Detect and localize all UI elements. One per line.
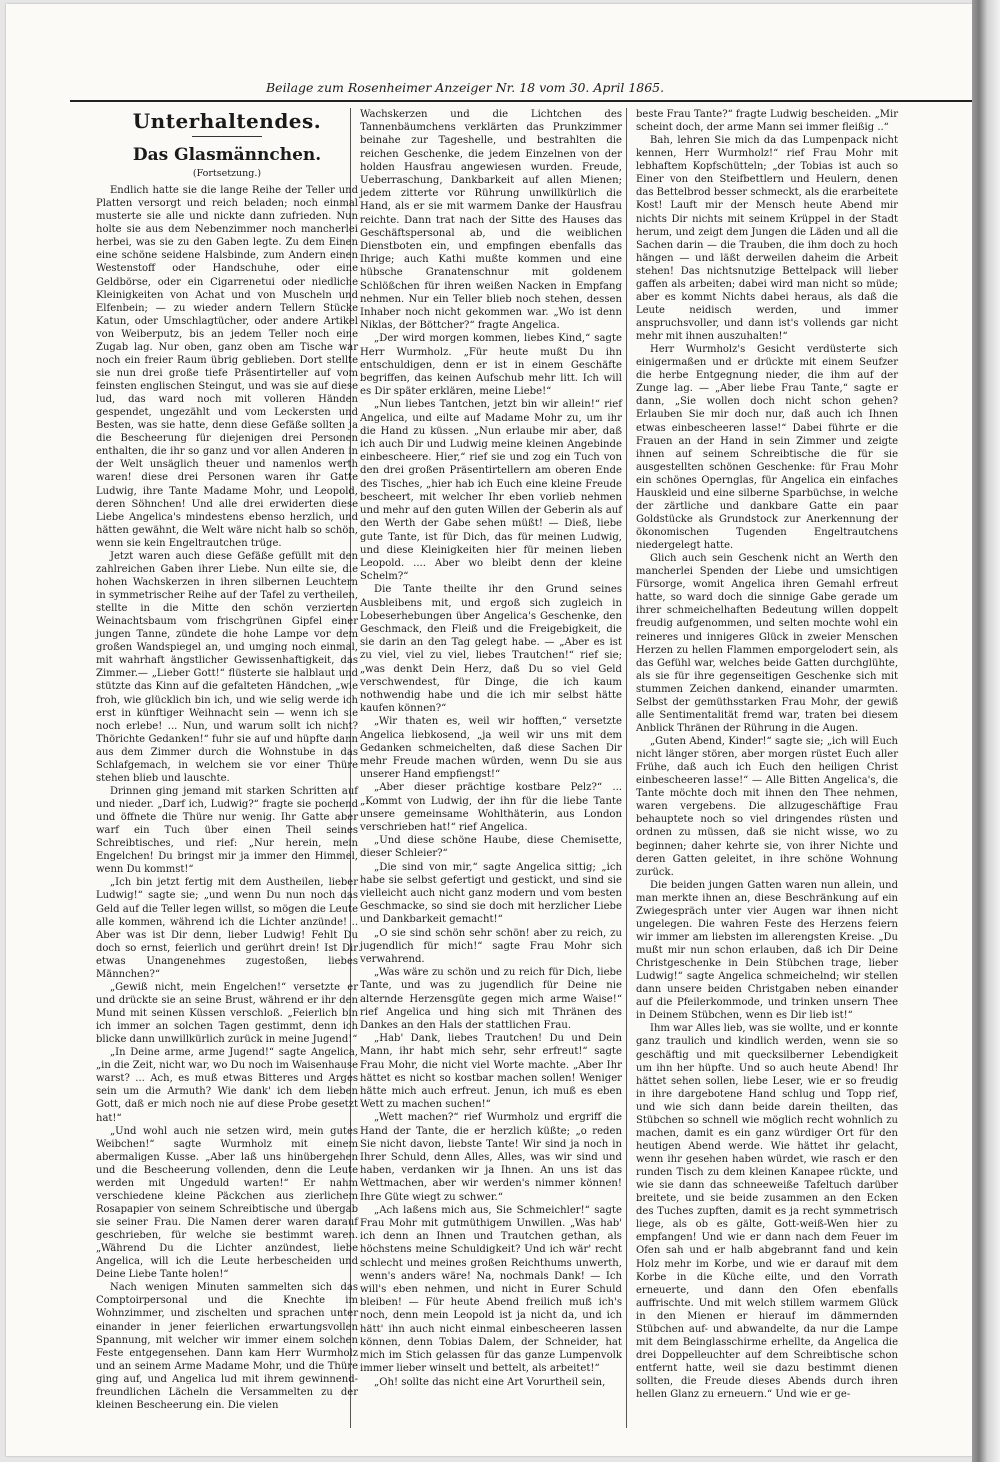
paragraph: Drinnen ging jemand mit starken Schritten auf und nieder. „Darf ich, Ludwig?“ fragte sie pochend und öffnete die Thüre nur wenig. Ihr Gatte aber warf ein Tuch über einen Theil seines Schreibtisches, und rief: „Nur herein, mein Engelchen! Du bringst mir ja immer den Himmel, wenn Du kommst!“ — [96, 785, 358, 876]
story-title: Das Glasmännchen. — [132, 145, 322, 165]
paragraph: „Ach laßens mich aus, Sie Schmeichler!“ sagte Frau Mohr mit gutmüthigem Unwillen. „Was hab' ich denn an Ihnen und Trautchen gethan, als höchstens meine Schuldigkeit? Und ich wär' recht schlecht und meines großen Reichthums unwerth, wenn's anders wäre! Na, nochmals Dank! — Ich will's eben nehmen, und nicht in Eurer Schuld bleiben! — Für heute Abend freilich muß ich's noch, denn mein Leopold ist ja nicht da, und ich hätt' ihn auch nicht einmal einbescheeren lassen können, denn Tobias Dalem, der Schneider, hat mich im Stich gelassen für das ganze Lumpenvolk immer lieber winselt und bettelt, als arbeitet!“ — [360, 1204, 622, 1375]
paragraph: Bah, lehren Sie mich da das Lumpenpack nicht kennen, Herr Wurmholz!“ rief Frau Mohr mit lebhaftem Kopfschütteln; „der Tobias ist auch so Einer von den Steifbettlern und Heulern, denen das Bettelbrod besser schmeckt, als die erarbeitete Kost! Lauft mir der Mensch heute Abend mir nichts Dir nichts mit seinem Krüppel in der Stadt herum, und zeigt dem Jungen die Läden und all die Sachen darin — die Trauben, die ihm doch zu hoch hängen — und läßt derweilen daheim die Arbeit stehen! Das nichtsnutzige Bettelpack will lieber gaffen als arbeiten; dabei wird man nicht so müde; aber es kommt Nichts dabei heraus, als daß die Leute neidisch werden, und immer anspruchsvoller, und dann ist's vollends gar nicht mehr mit ihnen auszuhalten!“ — [636, 135, 898, 343]
newspaper-page — [6, 4, 972, 1456]
paragraph: Nach wenigen Minuten sammelten sich das Comptoirpersonal und die Knechte im Wohnzimmer, und zischelten und sprachen unter einander in jener feierlichen erwartungsvollen Spannung, mit welcher wir immer einem solchen Feste entgegensehen. Dann kam Herr Wurmholz und an seinem Arme Madame Mohr, und die Thüre ging auf, und Angelica lud mit ihrem gewinnend-freundlichen Lächeln die Versammelten zu der kleinen Bescheerung ein. Die vielen — [96, 1282, 358, 1411]
header-rule — [70, 100, 972, 102]
title-rule — [192, 136, 262, 137]
page-binding-edge — [972, 0, 1000, 1462]
paragraph: Wachskerzen und die Lichtchen des Tannenbäumchens verklärten das Prunkzimmer beinahe zur Tageshelle, und bestrahlten die reichen Geschenke, die jedem Einzelnen von der holden Hausfrau angewiesen wurden. Freude, Ueberraschung, Dankbarkeit auf allen Mienen; jedem zitterte vor Rührung unwillkürlich die Hand, als er sie mit warmem Danke der Hausfrau reichte. Dann trat nach der Sitte des Hauses das Geschäftspersonal ab, und die weiblichen Dienstboten ein, und empfingen ebenfalls das Ihrige; auch Kathi mußte kommen und eine hübsche Granatenschnur mit goldenem Schlößchen für ihren weißen Nacken in Empfang nehmen. Nur ein Teller blieb noch stehen, dessen Inhaber noch nicht gekommen war. „Wo ist denn Niklas, der Böttcher?“ fragte Angelica. — [360, 109, 622, 332]
paragraph: „Aber dieser prächtige kostbare Pelz?“ ... „Kommt von Ludwig, der ihn für die liebe Tante unsere gemeinsame Wohlthäterin, aus London verschrieben hat!“ rief Angelica. — [360, 782, 622, 833]
paragraph: „Und wohl auch nie setzen wird, mein gutes Weibchen!“ sagte Wurmholz mit einem abermaligen Kusse. „Aber laß uns hinübergehen und die Bescheerung vollenden, denn die Leute werden mit Ungeduld warten!“ Er nahm verschiedene kleine Päckchen aus zierlichem Rosapapier von seinem Schreibtische und übergab sie seiner Frau. Die Namen derer waren darauf geschrieben, für welche sie bestimmt waren. „Während Du die Lichter anzündest, liebe Angelica, will ich die Leute herbescheiden und Deine Liebe Tante holen!“ — [96, 1125, 358, 1281]
paragraph: beste Frau Tante?“ fragte Ludwig bescheiden. „Mir scheint doch, der arme Mann sei immer fleißig ..“ — [636, 109, 898, 134]
paragraph: „Nun liebes Tantchen, jetzt bin wir allein!“ rief Angelica, und eilte auf Madame Mohr zu, um ihr die Hand zu küssen. „Nun erlaube mir aber, daß ich auch Dir und Ludwig meine kleinen Angebinde einbescheere. Hier,“ rief sie und zog ein Tuch von den drei großen Präsentirtellern am oberen Ende des Tisches, „hier hab ich Euch eine kleine Freude bescheert, mit welcher Ihr eben vorlieb nehmen und mehr auf den guten Willen der Geberin als auf den Werth der Gabe sehen müßt! — Dieß, liebe gute Tante, ist für Dich, das für meinen Ludwig, und diese Kleinigkeiten hier für meinen lieben Leopold. .... Aber wo bleibt denn der kleine Schelm?“ — [360, 399, 622, 583]
paragraph: „Und diese schöne Haube, diese Chemisette, dieser Schleier?“ — [360, 835, 622, 860]
paragraph: „Ich bin jetzt fertig mit dem Austheilen, lieber Ludwig!“ sagte sie; „und wenn Du nun noch das Geld auf die Teller legen willst, so mögen die Leute alle kommen, während ich die Lichter anzünde! .. Aber was ist Dir denn, lieber Ludwig! Fehlt Du doch so ernst, feierlich und gerührt drein! Ist Dir etwas Unangenehmes zugestoßen, liebes Männchen?“ — [96, 877, 358, 980]
paragraph: Die beiden jungen Gatten waren nun allein, und man merkte ihnen an, diese Beschränkung auf ein Zwiegespräch unter vier Augen war ihnen nicht ungelegen. Die wahren Feste des Herzens feiern wir immer am liebsten im allerengsten Kreise. „Du mußt mir nun schon erlauben, daß ich Dir Deine Christgeschenke in Dein Stübchen trage, lieber Ludwig!“ sagte Angelica schmeichelnd; wir stellen dann unsere beiden Christgaben neben einander auf die Pfeilerkommode, und trinken unsern Thee in Deinem Stübchen, wenn es Dir lieb ist!“ — [636, 879, 898, 1022]
section-title: Unterhaltendes. — [132, 109, 322, 133]
paragraph: Endlich hatte sie die lange Reihe der Teller und Platten versorgt und reich beladen; noch einmal musterte sie alle und nickte dann zufrieden. Nun holte sie aus dem Nebenzimmer noch mancherlei herbei, was sie zu den Gaben legte. Zu dem Einen eine schöne seidene Halsbinde, zum Andern einen Westenstoff oder Handschuhe, oder eine Geldbörse, oder ein Cigarrenetui oder niedliche Kleinigkeiten von Achat und von Muscheln und Elfenbein; — zu wieder andern Tellern Stücke Katun, oder Umschlagtücher, oder andere Artikel von Weiberputz, bis an jedem Teller noch eine Zugab lag. Nur oben, ganz oben am Tische war noch ein freier Raum übrig geblieben. Dort stellte sie nun drei große tiefe Präsentirteller auf vom feinsten englischen Steingut, und was sie auf diese lud, das ward noch mit volleren Händen gespendet, ungezählt und vom Leckersten und Besten, was sie hatte, denn diese Gefäße sollten ja die Bescheerung für diejenigen drei Personen enthalten, die ihr so ganz und vor allen Anderen in der Welt unsäglich theuer und namenlos werth waren! diese drei Personen waren ihr Gatte Ludwig, ihre Tante Madame Mohr, und Leopold, deren Söhnchen! Und alle drei erwiderten diese Liebe Angelica's mindestens ebenso herzlich, und hätten gewähnt, die Welt wäre nicht halb so schön, wenn sie kein Engeltrautchen trüge. — [96, 185, 358, 549]
paragraph: „Hab' Dank, liebes Trautchen! Du und Dein Mann, ihr habt mich sehr, sehr erfreut!“ sagte Frau Mohr, die nicht viel Worte machte. „Aber Ihr hättet es nicht so kostbar machen sollen! Weniger hätte mich auch erfreut. Jenun, ich muß es eben Wett zu machen suchen!“ — [360, 1033, 622, 1111]
paragraph: „Guten Abend, Kinder!“ sagte sie; „ich will Euch nicht länger stören, aber morgen rüstet Euch aller Frühe, daß auch ich Euch den heiligen Christ einbescheeren lasse!“ — Alle Bitten Angelica's, die Tante möchte doch mit ihnen den Thee nehmen, waren vergebens. Die allzugeschäftige Frau behauptete noch so viel dringendes rüsten und ordnen zu müssen, daß sie nicht wisse, wo zu beginnen; daher kehrte sie, von ihrer Nichte und deren Gatten geleitet, in ihre schöne Wohnung zurück. — [636, 736, 898, 878]
paragraph: Glich auch sein Geschenk nicht an Werth den mancherlei Spenden der Liebe und umsichtigen Fürsorge, womit Angelica ihren Gemahl erfreut hatte, so ward doch die sinnige Gabe gerade um ihrer schmeichelhaften Bedeutung willen doppelt freudig aufgenommen, und selten mochte wohl ein reineres und innigeres Glück in zweier Menschen Herzen zu hellen Flammen emporgelodert sein, als das Gefühl war, welches beide Gatten durchglühte, als sie für ihre gegenseitigen Geschenke sich mit stummen Zeichen dankend, einander umarmten. Selbst der gemüthsstarken Frau Mohr, der gewiß alle Sentimentalität fremd war, traten bei diesem Anblick Thränen der Rührung in die Augen. — [636, 553, 898, 734]
paragraph: „Die sind von mir,“ sagte Angelica sittig; „ich habe sie selbst gefertigt und gestickt, und sind sie vielleicht auch nicht ganz modern und vom besten Geschmacke, so sind sie doch mit herzlicher Liebe und Dankbarkeit gemacht!“ — [360, 861, 622, 926]
paragraph: „Der wird morgen kommen, liebes Kind,“ sagte Herr Wurmholz. „Für heute mußt Du ihn entschuldigen, denn er ist in einem Geschäfte begriffen, das keinen Aufschub mehr litt. Ich will es Dir später erklären, meine Liebe!“ — [360, 333, 622, 398]
column-divider-2 — [626, 108, 627, 1428]
text-column-1 — [96, 108, 358, 1412]
paragraph: „Wir thaten es, weil wir hofften,“ versetzte Angelica liebkosend, „ja weil wir uns mit dem Gedanken schmeichelten, daß diese Sachen Dir mehr Freude machen würden, wenn Du sie aus unserer Hand empfiengst!“ — [360, 716, 622, 781]
text-column-2 — [360, 108, 622, 1389]
paragraph: „Oh! sollte das nicht eine Art Vorurtheil sein, — [374, 1376, 606, 1388]
text-column-3 — [636, 108, 898, 1401]
paragraph: Jetzt waren auch diese Gefäße gefüllt mit den zahlreichen Gaben ihrer Liebe. Nun eilte sie, die hohen Wachskerzen in ihren silbernen Leuchtern in symmetrischer Reihe auf der Tafel zu vertheilen, stellte in die Mitte den schön verzierten Weinachtsbaum vom frischgrünen Gipfel einer jungen Tanne, zündete die hohe Lampe vor dem großen Wandspiegel an, und umging noch einmal, mit wahrhaft ängstlicher Gewissenhaftigkeit, das Zimmer.— „Lieber Gott!“ flüsterte sie halblaut und stützte das Kinn auf die gefalteten Händchen, „wie froh, wie glücklich bin ich, und wie selig werde ich erst in künftiger Weihnacht sein — wenn ich sie noch erlebe! ... Nun, und warum sollt ich nicht? Thörichte Gedanken!“ fuhr sie auf und hüpfte dann aus dem Zimmer durch die Wohnstube in das Schlafgemach, in welchem sie vor einer Thüre stehen blieb und lauschte. — [96, 550, 358, 784]
story-subtitle: (Fortsetzung.) — [192, 168, 262, 179]
supplement-header: Beilage zum Rosenheimer Anzeiger Nr. 18 vom 30. April 1865. — [266, 80, 665, 95]
paragraph: „Gewiß nicht, mein Engelchen!“ versetzte er und drückte sie an seine Brust, während er ihr den Mund mit seinen Küssen verschloß. „Feierlich bin ich immer an solchen Tagen gestimmt, denn ich blicke dann unwillkürlich zurück in meine Jugend!“ — [96, 981, 358, 1046]
paragraph: „Was wäre zu schön und zu reich für Dich, liebe Tante, und was zu jugendlich für Deine nie alternde Herzensgüte gegen mich arme Waise!“ rief Angelica und hing sich mit Thränen des Dankes an den Hals der stattlichen Frau. — [360, 967, 622, 1032]
paragraph: Die Tante theilte ihr den Grund seines Ausbleibens mit, und ergoß sich zugleich in Lobeserhebungen über Angelica's Geschenke, den Geschmack, den Fleiß und die Freigebigkeit, die sie darin an den Tag gelegt habe. — „Aber es ist zu viel, viel zu viel, liebes Trautchen!“ rief sie; „was denkt Dein Herz, daß Du so viel Geld verschwendest, für Dinge, die ich kaum nothwendig habe und die ich mir selbst hätte kaufen können?“ — [360, 584, 622, 715]
paragraph: Ihm war Alles lieb, was sie wollte, und er konnte ganz traulich und kindlich werden, wenn sie so geschäftig und mit quecksilberner Lebendigkeit um ihn her hüpfte. Und so auch heute Abend! Ihr hättet sehen sollen, liebe Leser, wie er so freudig in ihre dargebotene Hand schlug und Topp rief, und wie sich dann beide darein theilten, das Stübchen so schnell wie möglich recht wohnlich zu machen, damit es ein ganz würdiger Ort für den heutigen Abend werde. Wie hättet ihr gelacht, wenn ihr gesehen haben würdet, wie rasch er den runden Tisch zu dem kleinen Kanapee rückte, und wie sie dann das schneeweiße Tafeltuch darüber breitete, und sie beide zusammen an den Ecken des Tuches zupften, damit es ja recht symmetrisch liege, als ob es gälte, Gott-weiß-Wen hier zu empfangen! Und wie er dann nach dem Feuer im Ofen sah und er halb abgebrannt fand und kein Holz mehr im Korbe, und wie er darauf mit dem Korbe in die Küche eilte, und den Vorrath erneuerte, und dann den Ofen ebenfalls auffrischte. Und mit welch stillem warmem Glück in den Mienen er hierauf im dämmernden Stübchen auf- und abwandelte, da nur die Lampe mit dem Beinglasschirme erhellte, da Angelica die drei Doppelleuchter auf dem Schreibtische schon entfernt hatte, weil sie dazu bestimmt dienen sollten, die Freude dieses Abends durch ihren hellen Glanz zu erneuern.“ Und wie er ge- — [636, 1023, 898, 1401]
paragraph: „In Deine arme, arme Jugend!“ sagte Angelica, „in die Zeit, nicht war, wo Du noch im Waisenhause warst? ... Ach, es muß etwas Bitteres und Arges sein um die Armuth? Wie dank' ich dem lieben Gott, daß er mich noch nie auf diese Probe gesetzt hat!“ — [96, 1047, 358, 1124]
paragraph: Herr Wurmholz's Gesicht verdüsterte sich einigermaßen und er drückte mit einem Seufzer die herbe Entgegnung nieder, die ihm auf der Zunge lag. — „Aber liebe Frau Tante,“ sagte er dann, „Sie wollen doch nicht schon gehen? Erlauben Sie mir doch nur, daß auch ich Ihnen etwas einbescheeren lasse!“ Dabei führte er die Frauen an der Hand in sein Zimmer und zeigte ihnen auf seinem Schreibtische die für sie ausgestellten schönen Geschenke: für Frau Mohr ein schönes Opernglas, für Angelica ein einfaches Hauskleid und eine silberne Sparbüchse, in welche der zärtliche und dankbare Gatte ein paar Goldstücke als Grundstock zur Anerkennung der ökonomischen Tugenden Engeltrautchens niedergelegt hatte. — [636, 344, 898, 552]
paragraph: „O sie sind schön sehr schön! aber zu reich, zu jugendlich für mich!“ sagte Frau Mohr sich verwahrend. — [360, 927, 622, 965]
paragraph: „Wett machen?“ rief Wurmholz und ergriff die Hand der Tante, die er herzlich küßte; „o reden Sie nicht davon, liebste Tante! Wir sind ja noch in Ihrer Schuld, denn Alles, Alles, was wir sind und haben, verdanken wir ja Ihnen. An uns ist das Wettmachen, aber wir werden's nimmer können! Ihre Güte wiegt zu schwer.“ — [360, 1112, 622, 1203]
